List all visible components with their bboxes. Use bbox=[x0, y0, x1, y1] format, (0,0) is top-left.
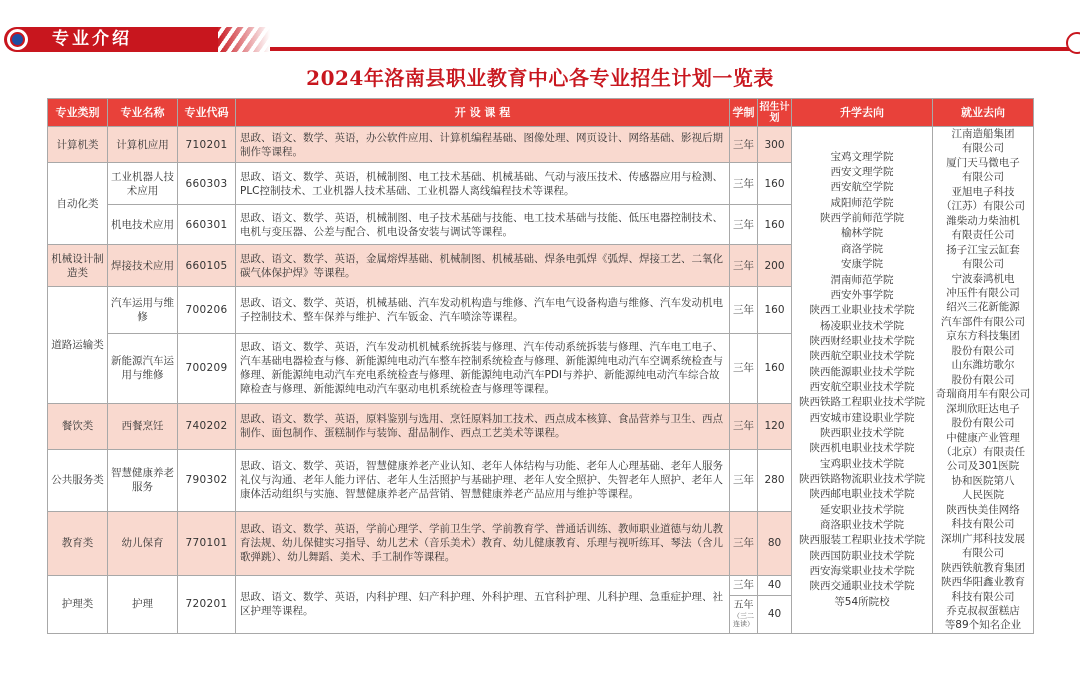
category-cell: 餐饮类 bbox=[48, 403, 108, 449]
courses-cell: 思政、语文、数学、英语，学前心理学、学前卫生学、学前教育学、普通话训练、教师职业道德与幼儿教育法规、幼儿保健实习指导、幼儿艺术（音乐美术）教育、幼儿健康教育、乐理与视听练耳、琴法（含儿歌弹跳）、幼儿舞蹈、美术、手工制作等课程。 bbox=[236, 511, 730, 575]
list-item: 西安海棠职业技术学院 bbox=[809, 565, 915, 578]
list-item: 陕西航空职业技术学院 bbox=[809, 350, 915, 363]
years-cell: 三年 bbox=[730, 575, 758, 595]
category-cell: 机械设计制造类 bbox=[48, 245, 108, 287]
major-code-cell: 710201 bbox=[178, 127, 236, 163]
table-row bbox=[48, 127, 1034, 163]
years-cell: 三年 bbox=[730, 163, 758, 205]
list-item: 深圳广邦科技发展 bbox=[941, 532, 1025, 545]
list-item: 科技有限公司 bbox=[951, 518, 1015, 531]
major-name-cell: 西餐烹饪 bbox=[108, 403, 178, 449]
list-item: 陕西铁航教育集团 bbox=[941, 561, 1025, 574]
list-item: 协和医院第八 bbox=[951, 474, 1015, 487]
list-item: 商洛职业技术学院 bbox=[820, 519, 904, 532]
list-item: 陕西铁路物流职业技术学院 bbox=[799, 472, 925, 485]
list-item: 等54所院校 bbox=[834, 595, 890, 608]
list-item: 宝鸡职业技术学院 bbox=[820, 457, 904, 470]
list-item: 中健康产业管理 bbox=[946, 431, 1020, 444]
major-name-cell: 护理 bbox=[108, 575, 178, 633]
plan-cell: 160 bbox=[758, 333, 792, 403]
list-item: 延安职业技术学院 bbox=[820, 503, 904, 516]
list-item: 科技有限公司 bbox=[951, 590, 1015, 603]
major-code-cell: 700206 bbox=[178, 287, 236, 333]
header-years: 学制 bbox=[730, 99, 758, 127]
major-code-cell: 770101 bbox=[178, 511, 236, 575]
employment-cell bbox=[933, 127, 1034, 634]
category-cell: 自动化类 bbox=[48, 163, 108, 245]
plan-cell: 200 bbox=[758, 245, 792, 287]
list-item: 陕西职业技术学院 bbox=[820, 426, 904, 439]
major-name-cell: 机电技术应用 bbox=[108, 205, 178, 245]
list-item: 西安航空学院 bbox=[830, 181, 894, 194]
table-header-row bbox=[48, 99, 1034, 127]
list-item: 人民医院 bbox=[962, 489, 1004, 502]
enrollment-plan-table bbox=[47, 98, 1034, 634]
employment-list bbox=[933, 127, 1033, 633]
list-item: 有限公司 bbox=[962, 171, 1004, 184]
years-cell: 三年 bbox=[730, 287, 758, 333]
years-cell: 三年 bbox=[730, 245, 758, 287]
list-item: 宁波泰鸿机电 bbox=[951, 272, 1015, 285]
list-item: 公司及301医院 bbox=[946, 460, 1020, 473]
major-code-cell: 660303 bbox=[178, 163, 236, 205]
major-code-cell: 790302 bbox=[178, 449, 236, 511]
section-banner bbox=[0, 0, 1080, 60]
major-code-cell: 740202 bbox=[178, 403, 236, 449]
list-item: 陕西铁路工程职业技术学院 bbox=[799, 396, 925, 409]
list-item: 西安城市建设职业学院 bbox=[809, 411, 915, 424]
plan-cell: 120 bbox=[758, 403, 792, 449]
list-item: 江南造船集团 bbox=[951, 128, 1015, 140]
major-code-cell: 700209 bbox=[178, 333, 236, 403]
list-item: 等89个知名企业 bbox=[944, 619, 1022, 632]
category-cell: 道路运输类 bbox=[48, 287, 108, 403]
header-plan: 招生计划 bbox=[758, 99, 792, 127]
list-item: 冲压件有限公司 bbox=[946, 286, 1020, 299]
list-item: 陕西国防职业技术学院 bbox=[809, 549, 915, 562]
header-category: 专业类别 bbox=[48, 99, 108, 127]
list-item: 西安航空职业技术学院 bbox=[809, 380, 915, 393]
courses-cell: 思政、语文、数学、英语，汽车发动机机械系统拆装与修理、汽车传动系统拆装与修理、汽车电工电子、汽车基础电器检查与修、新能源纯电动汽车整车控制系统检查与修理、新能源纯电动汽车空调系统检查与修理、新能源纯电动汽车充电系统检查与修理、新能源纯电动汽车PDI与养护、新能源纯电动汽车综合故障检查与修理、新能源纯电动汽车驱动电机系统检查与修理等课程。 bbox=[236, 333, 730, 403]
school-logo-icon bbox=[7, 29, 28, 50]
major-code-cell: 660301 bbox=[178, 205, 236, 245]
list-item: （江苏）有限公司 bbox=[941, 200, 1025, 213]
list-item: 京东方科技集团 bbox=[946, 330, 1020, 343]
further-education-list bbox=[792, 150, 932, 610]
years-cell: 三年 bbox=[730, 333, 758, 403]
list-item: 渭南师范学院 bbox=[830, 273, 894, 286]
plan-cell: 80 bbox=[758, 511, 792, 575]
list-item: 陕西快美佳网络 bbox=[946, 503, 1020, 516]
courses-cell: 思政、语文、数学、英语，机械制图、电子技术基础与技能、电工技术基础与技能、低压电器控制技术、电机与变压器、公差与配合、机电设备安装与调试等课程。 bbox=[236, 205, 730, 245]
category-cell: 教育类 bbox=[48, 511, 108, 575]
courses-cell: 思政、语文、数学、英语，办公软件应用、计算机编程基础、图像处理、网页设计、网络基础、影视后期制作等课程。 bbox=[236, 127, 730, 163]
plan-cell: 280 bbox=[758, 449, 792, 511]
list-item: 汽车部件有限公司 bbox=[941, 315, 1025, 328]
list-item: 潍柴动力柴油机 bbox=[946, 214, 1020, 227]
list-item: 陕西学前师范学院 bbox=[820, 212, 904, 225]
category-cell: 护理类 bbox=[48, 575, 108, 633]
header-further-education: 升学去向 bbox=[792, 99, 933, 127]
courses-cell: 思政、语文、数学、英语，金属熔焊基础、机械制图、机械基础、焊条电弧焊《弧焊、焊接工艺、二氧化碳气体保护焊》等课程。 bbox=[236, 245, 730, 287]
list-item: 绍兴三花新能源 bbox=[946, 301, 1020, 314]
courses-cell: 思政、语文、数学、英语，智慧健康养老产业认知、老年人体结构与功能、老年人心理基础、老年人服务礼仪与沟通、老年人能力评估、老年人生活照护与基础护理、老年人安全照护、失智老年人照护、老年人康体活动组织与实施、智慧健康养老产品营销、智慧健康养老产品应用与维护等课程。 bbox=[236, 449, 730, 511]
banner-line bbox=[270, 47, 1080, 51]
years-cell: 三年 bbox=[730, 449, 758, 511]
plan-cell: 40 bbox=[758, 575, 792, 595]
list-item: 乔克叔叔蛋糕店 bbox=[946, 604, 1020, 617]
courses-cell: 思政、语文、数学、英语，内科护理、妇产科护理、外科护理、五官科护理、儿科护理、急重症护理、社区护理等课程。 bbox=[236, 575, 730, 633]
plan-alt-cell: 40 bbox=[758, 595, 792, 633]
major-name-cell: 新能源汽车运用与维修 bbox=[108, 333, 178, 403]
major-name-cell: 焊接技术应用 bbox=[108, 245, 178, 287]
list-item: 有限责任公司 bbox=[951, 229, 1015, 242]
courses-cell: 思政、语文、数学、英语，原料鉴别与选用、烹饪原料加工技术、西点成本核算、食品营养与卫生、西点制作、面包制作、蛋糕制作与装饰、甜品制作、西点工艺美术等课程。 bbox=[236, 403, 730, 449]
major-name-cell: 汽车运用与维修 bbox=[108, 287, 178, 333]
list-item: （北京）有限责任 bbox=[941, 445, 1025, 458]
page-title: 2024年洛南县职业教育中心各专业招生计划一览表 bbox=[306, 66, 774, 90]
years-alt-cell bbox=[730, 595, 758, 633]
header-employment: 就业去向 bbox=[933, 99, 1034, 127]
list-item: 亚旭电子科技 bbox=[951, 185, 1015, 198]
list-item: 商洛学院 bbox=[841, 242, 883, 255]
list-item: 安康学院 bbox=[841, 258, 883, 271]
list-item: 陕西工业职业技术学院 bbox=[809, 304, 915, 317]
list-item: 厦门天马微电子 bbox=[946, 156, 1020, 169]
list-item: 杨凌职业技术学院 bbox=[820, 319, 904, 332]
years-cell: 三年 bbox=[730, 205, 758, 245]
list-item: 奇瑞商用车有限公司 bbox=[935, 388, 1031, 401]
list-item: 股份有限公司 bbox=[951, 417, 1015, 430]
major-code-cell: 660105 bbox=[178, 245, 236, 287]
list-item: 陕西机电职业技术学院 bbox=[809, 442, 915, 455]
list-item: 扬子江宝云缸套 bbox=[946, 243, 1020, 256]
list-item: 咸阳师范学院 bbox=[830, 196, 894, 209]
major-name-cell: 智慧健康养老服务 bbox=[108, 449, 178, 511]
list-item: 股份有限公司 bbox=[951, 373, 1015, 386]
list-item: 陕西财经职业技术学院 bbox=[809, 334, 915, 347]
list-item: 深圳欣旺达电子 bbox=[946, 402, 1020, 415]
list-item: 陕西邮电职业技术学院 bbox=[809, 488, 915, 501]
category-cell: 公共服务类 bbox=[48, 449, 108, 511]
major-name-cell: 幼儿保育 bbox=[108, 511, 178, 575]
list-item: 陕西服装工程职业技术学院 bbox=[799, 534, 925, 547]
years-cell: 三年 bbox=[730, 403, 758, 449]
courses-cell: 思政、语文、数学、英语，机械制图、电工技术基础、机械基础、气动与液压技术、传感器应用与检测、PLC控制技术、工业机器人技术基础、工业机器人离线编程技术等课程。 bbox=[236, 163, 730, 205]
header-name: 专业名称 bbox=[108, 99, 178, 127]
list-item: 陕西华阳鑫业教育 bbox=[941, 576, 1025, 589]
list-item: 陕西交通职业技术学院 bbox=[809, 580, 915, 593]
plan-cell: 160 bbox=[758, 205, 792, 245]
list-item: 股份有限公司 bbox=[951, 344, 1015, 357]
header-code: 专业代码 bbox=[178, 99, 236, 127]
banner-title: 专业介绍 bbox=[52, 29, 132, 49]
header-courses: 开 设 课 程 bbox=[236, 99, 730, 127]
list-item: 有限公司 bbox=[962, 142, 1004, 155]
further-education-cell bbox=[792, 127, 933, 634]
plan-cell: 160 bbox=[758, 287, 792, 333]
major-code-cell: 720201 bbox=[178, 575, 236, 633]
category-cell: 计算机类 bbox=[48, 127, 108, 163]
list-item: 西安外事学院 bbox=[830, 288, 894, 301]
major-name-cell: 计算机应用 bbox=[108, 127, 178, 163]
plan-cell: 300 bbox=[758, 127, 792, 163]
plan-cell: 160 bbox=[758, 163, 792, 205]
list-item: 宝鸡文理学院 bbox=[830, 150, 894, 163]
courses-cell: 思政、语文、数学、英语，机械基础、汽车发动机构造与维修、汽车电气设备构造与维修、汽车发动机电子控制技术、整车保养与维护、汽车钣金、汽车喷涂等课程。 bbox=[236, 287, 730, 333]
list-item: 陕西能源职业技术学院 bbox=[809, 365, 915, 378]
banner-stripes bbox=[180, 27, 270, 52]
years-cell: 三年 bbox=[730, 511, 758, 575]
list-item: 山东潍坊歌尔 bbox=[951, 359, 1015, 372]
list-item: 有限公司 bbox=[962, 258, 1004, 271]
major-name-cell: 工业机器人技术应用 bbox=[108, 163, 178, 205]
years-cell: 三年 bbox=[730, 127, 758, 163]
list-item: 西安文理学院 bbox=[830, 166, 894, 179]
list-item: 榆林学院 bbox=[841, 227, 883, 240]
years-alt-note: （三二连读） bbox=[733, 612, 754, 629]
list-item: 有限公司 bbox=[962, 547, 1004, 560]
years-alt-label: 五年 bbox=[733, 600, 754, 612]
